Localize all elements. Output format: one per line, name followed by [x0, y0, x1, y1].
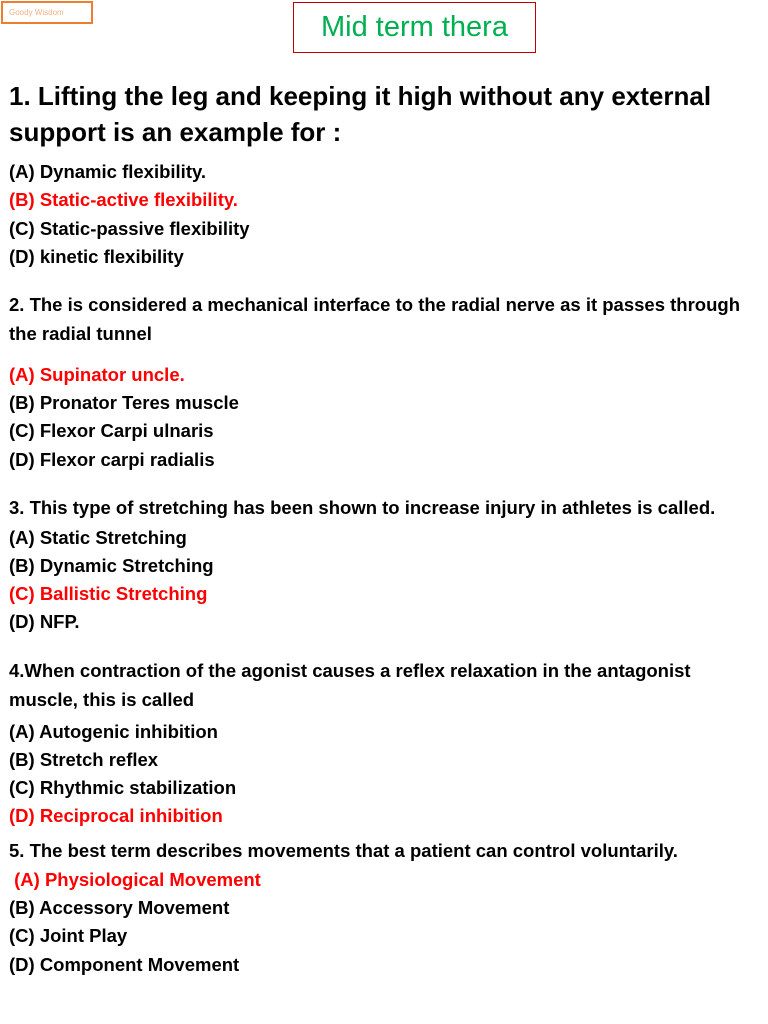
question-3-option-b: (B) Dynamic Stretching [9, 555, 214, 576]
question-5-option-c: (C) Joint Play [9, 925, 128, 946]
page-title-box [293, 2, 536, 53]
question-4-option-d-answer: (D) Reciprocal inhibition [9, 805, 223, 826]
watermark-stamp: Goody Wisdom [1, 1, 93, 24]
question-2-option-d: (D) Flexor carpi radialis [9, 449, 215, 470]
question-5-option-d: (D) Component Movement [9, 954, 240, 975]
question-1-text: 1. Lifting the leg and keeping it high without any external support is an example for : [9, 81, 712, 147]
question-1-option-c: (C) Static-passive flexibility [9, 218, 250, 239]
question-4-option-b: (B) Stretch reflex [9, 749, 159, 770]
question-2-option-c: (C) Flexor Carpi ulnaris [9, 420, 214, 441]
question-1-option-b-answer: (B) Static-active flexibility. [9, 189, 238, 210]
question-3-option-c-answer: (C) Ballistic Stretching [9, 583, 208, 604]
question-1-option-d: (D) kinetic flexibility [9, 246, 184, 267]
question-5-option-b: (B) Accessory Movement [9, 897, 230, 918]
page-title: Mid term thera [321, 11, 508, 43]
question-3-option-d: (D) NFP. [9, 611, 80, 632]
question-5-text: 5. The best term describes movements that a patient can control voluntarily. [9, 840, 678, 861]
question-3-option-a: (A) Static Stretching [9, 527, 187, 548]
question-2-text: 2. The is considered a mechanical interface to the radial nerve as it passes through the radial tunnel [9, 294, 741, 344]
question-3-text: 3. This type of stretching has been shown to increase injury in athletes is called. [9, 497, 716, 518]
question-4-option-c: (C) Rhythmic stabilization [9, 777, 237, 798]
question-2-option-a-answer: (A) Supinator uncle. [9, 364, 185, 385]
question-5-option-a-answer: (A) Physiological Movement [9, 869, 261, 890]
question-4-text: 4.When contraction of the agonist causes a reflex relaxation in the antagonist muscle, this is called [9, 660, 691, 710]
question-1-option-a: (A) Dynamic flexibility. [9, 161, 207, 182]
question-2-option-b: (B) Pronator Teres muscle [9, 392, 239, 413]
question-4-option-a: (A) Autogenic inhibition [9, 721, 218, 742]
